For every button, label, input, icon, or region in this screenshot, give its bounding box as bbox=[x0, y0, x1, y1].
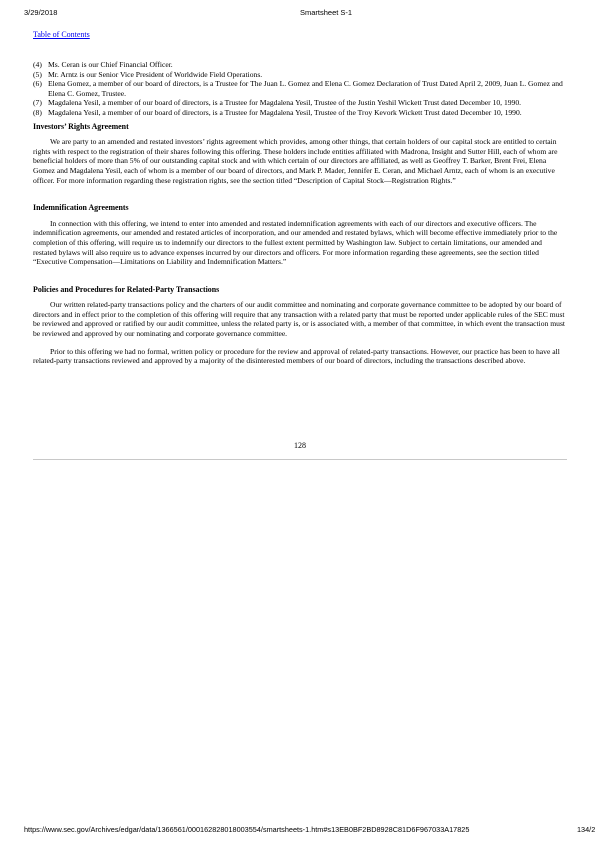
header-date: 3/29/2018 bbox=[24, 8, 58, 17]
footer-page-count: 134/2 bbox=[577, 825, 596, 834]
indemnification-paragraph: In connection with this offering, we intend to enter into amended and restated indemnification agreements with each of our directors and executive officers. The indemnification agreements, our amended and restated articles of incorporation, and our amended and restated bylaws, which will become effective immediately prior to the completion of this offering, will require us to indemnify our directors to the fullest extent permitted by Washington law. Subject to certain limitations, our amended and restated bylaws will also require us to advance expenses incurred by our directors and officers. For more information regarding these agreements, see the section titled “Executive Compensation—Limitations on Liability and Indemnification Matters.” bbox=[33, 218, 558, 267]
footer-url: https://www.sec.gov/Archives/edgar/data/1366561/000162828018003554/smartsheets-1.htm#s13EB0BF2BD8928C81D6F967033A17825 bbox=[24, 825, 470, 834]
footnote-number: (8) bbox=[33, 107, 42, 117]
related-party-paragraph-2: Prior to this offering we had no formal, written policy or procedure for the review and approval of related-party transactions. However, our practice has been to have all related-party transactions reviewed and approved by a majority of the disinterested members of our board of directors, including the transactions described above. bbox=[33, 346, 560, 366]
indemnification-heading: Indemnification Agreements bbox=[33, 203, 129, 213]
footnote-number: (7) bbox=[33, 98, 42, 108]
footnote-number: (6) bbox=[33, 79, 42, 89]
header-title: Smartsheet S-1 bbox=[300, 8, 353, 17]
footnote-5 bbox=[33, 70, 567, 80]
footnote-4 bbox=[33, 60, 567, 70]
related-party-heading: Policies and Procedures for Related-Party Transactions bbox=[33, 284, 220, 294]
footnote-7 bbox=[33, 98, 567, 108]
page-number: 128 bbox=[294, 441, 306, 450]
footnote-number: (5) bbox=[33, 69, 42, 79]
investors-rights-paragraph: We are party to an amended and restated investors’ rights agreement which provides, among other things, that certain holders of our capital stock are entitled to certain rights with respect to the registration of their shares following this offering. These holders include entities affiliated with Madrona, Insight and Sutter Hill, each of whom are beneficial holders of more than 5% of our outstanding capital stock and with which certain of our directors are affiliated, as well as Geoffrey T. Barker, Brent Frei, Elena Gomez and Magdalena Yesil, each of whom is a member of our board of directors, and Mark P. Mader, Jennifer E. Ceran, and Michael Arntz, each of whom is an executive officer. For more information regarding these registration rights, see the section titled “Description of Capital Stock—Registration Rights.” bbox=[33, 137, 558, 185]
footnote-text: Ms. Ceran is our Chief Financial Officer. bbox=[48, 60, 173, 69]
page-content bbox=[33, 60, 567, 374]
page-divider bbox=[33, 459, 567, 460]
related-party-paragraph-1: Our written related-party transactions policy and the charters of our audit committee and nominating and corporate governance committee to be adopted by our board of directors and in effect prior to the completion of this offering will require that any transaction with a related party that must be reported under applicable rules of the SEC must be reviewed and approved or ratified by our audit committee, unless the related party is, or is associated with, a member of that committee, in which event the transaction must be reviewed and approved by our nominating and corporate governance committee. bbox=[33, 300, 566, 339]
footnote-text: Mr. Arntz is our Senior Vice President of Worldwide Field Operations. bbox=[48, 69, 263, 79]
footnote-text: Elena Gomez, a member of our board of directors, is a Trustee for The Juan L. Gomez and Elena C. Gomez Declaration of Trust Dated April 2, 2009, Juan L. Gomez and Elena C. Gomez, Trustee. bbox=[48, 79, 563, 98]
footnote-text: Magdalena Yesil, a member of our board of directors, is a Trustee for Magdalena Yesil, Trustee of the Justin Yeshil Wickett Trust dated December 10, 1990. bbox=[48, 98, 522, 108]
footnote-text: Magdalena Yesil, a member of our board of directors, is a Trustee for Magdalena Yesil, Trustee of the Troy Kevork Wickett Trust dated December 10, 1990. bbox=[48, 107, 522, 117]
footnote-number: (4) bbox=[33, 60, 42, 69]
investors-rights-heading: Investors’ Rights Agreement bbox=[33, 121, 129, 131]
footnote-8 bbox=[33, 108, 567, 118]
footnote-6 bbox=[33, 79, 567, 98]
table-of-contents-link[interactable]: Table of Contents bbox=[33, 30, 90, 39]
